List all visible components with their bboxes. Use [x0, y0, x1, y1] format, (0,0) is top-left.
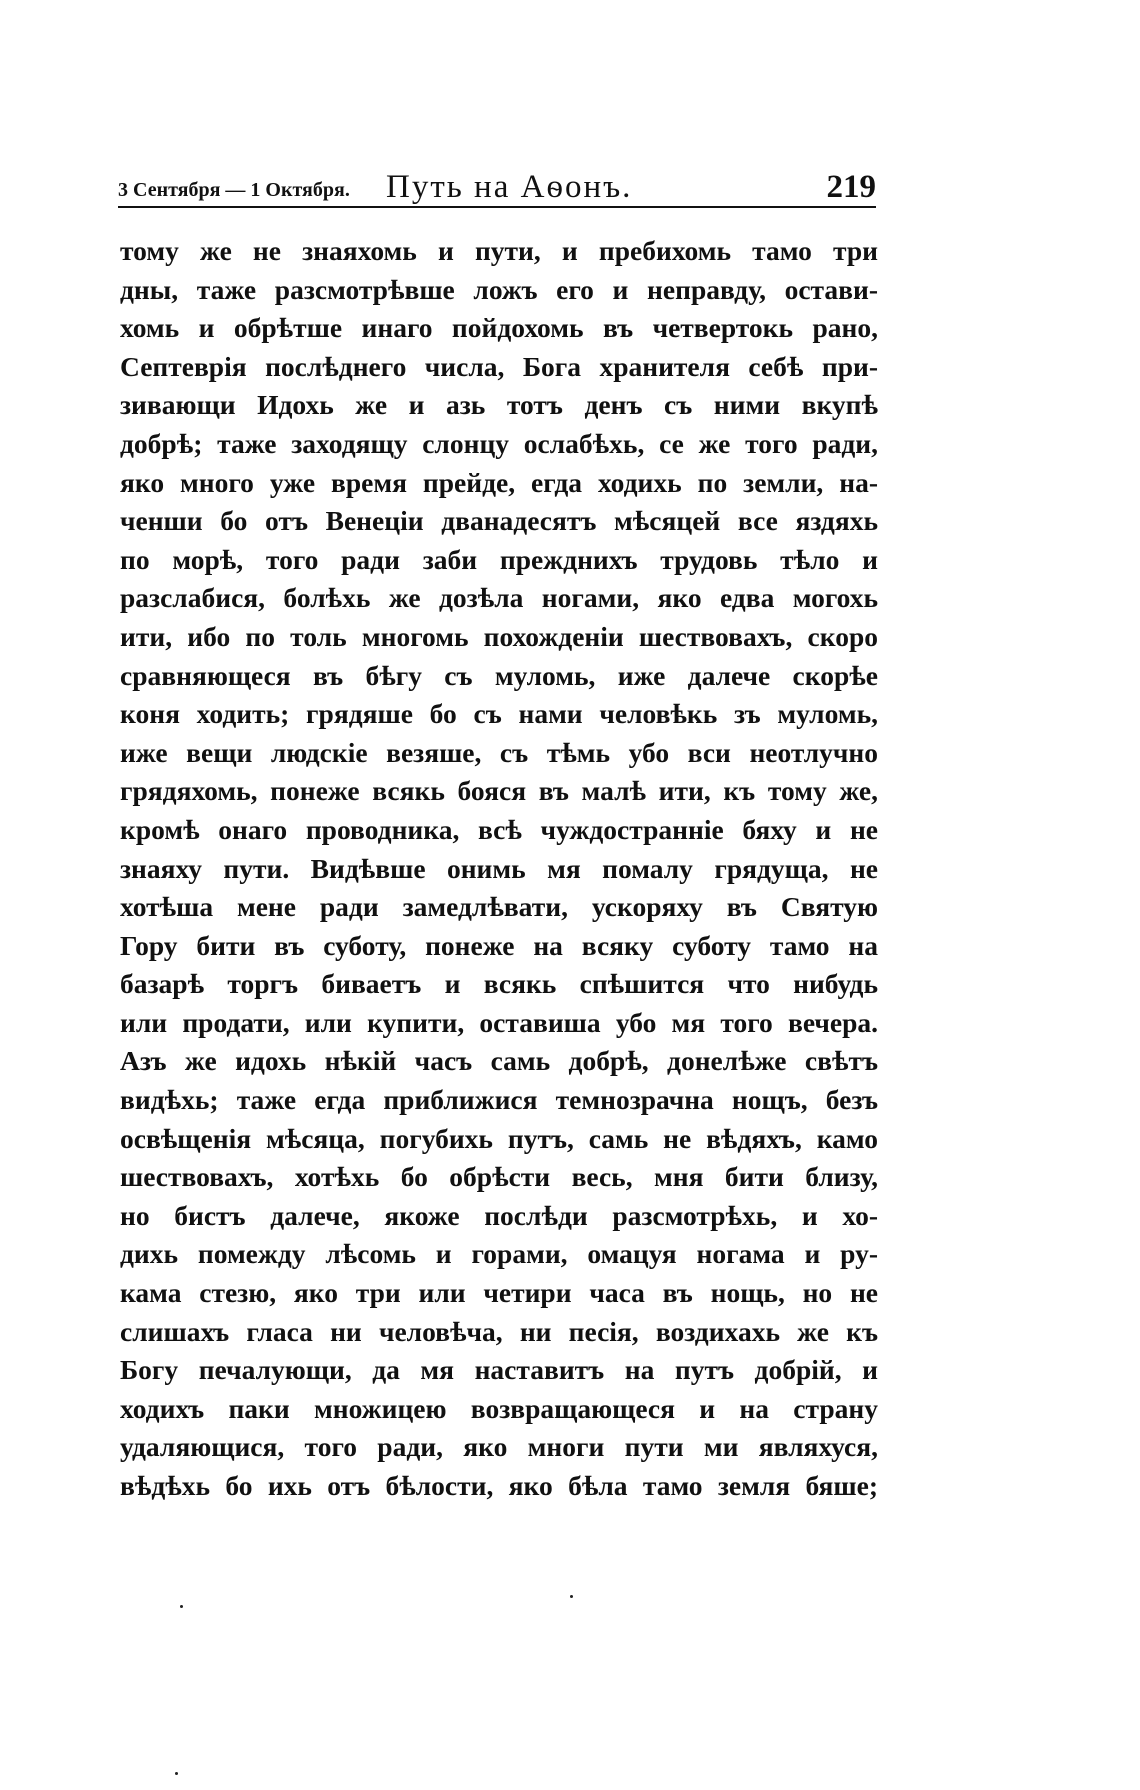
scan-speck: [570, 1595, 573, 1598]
text-line: яко много уже время прейде, егда ходихь по земли, на-: [120, 466, 878, 498]
body-text: [120, 232, 878, 1506]
text-line: слишахъ гласа ни человѣча, ни песія, воздихахь же къ: [120, 1315, 878, 1347]
header-dates: 3 Сентября — 1 Октября.: [118, 179, 350, 201]
text-line: Гору бити въ суботу, понеже на всяку суботу тамо на: [120, 929, 878, 961]
text-line: зивающи Идохь же и азь тотъ денъ съ ними вкупѣ: [120, 389, 878, 421]
text-line: освѣщенія мѣсяца, погубихь путъ, самь не вѣдяхъ, камо: [120, 1122, 878, 1154]
text-line: разслабися, болѣхь же дозѣла ногами, яко едва могохь: [120, 582, 878, 614]
text-line: вѣдѣхь бо ихь отъ бѣлости, яко бѣла тамо земля бяше;: [120, 1470, 878, 1501]
text-line: ити, ибо по толь многомь похожденіи шествовахъ, скоро: [120, 620, 878, 652]
text-line: базарѣ торгъ биваетъ и всякь спѣшится что нибудь: [120, 968, 878, 1000]
text-line: коня ходить; грядяше бо съ нами человѣкь зъ муломь,: [120, 698, 878, 730]
text-line: иже вещи людскіе везяше, съ тѣмь убо вси неотлучно: [120, 736, 878, 768]
text-line: хомь и обрѣтше инаго пойдохомь въ четвертокь рано,: [120, 312, 878, 344]
text-line: ченши бо отъ Венеціи дванадесятъ мѣсяцей все яздяхь: [120, 505, 878, 537]
running-head: [118, 158, 876, 208]
text-line: видѣхь; таже егда приближися темнозрачна нощъ, безъ: [120, 1084, 878, 1116]
text-line: кама стезю, яко три или четири часа въ нощь, но не: [120, 1277, 878, 1309]
text-line: но бистъ далече, якоже послѣди разсмотрѣхь, и хо-: [120, 1199, 878, 1231]
header-rule: [118, 206, 876, 208]
header-title: Путь на Аѳонъ.: [386, 169, 633, 205]
text-line: грядяхомь, понеже всякь бояся въ малѣ ити, къ тому же,: [120, 775, 878, 807]
text-line: шествовахъ, хотѣхь бо обрѣсти весь, мня бити близу,: [120, 1161, 878, 1193]
text-line: или продати, или купити, оставиша убо мя того вечера.: [120, 1006, 878, 1038]
text-line: Азъ же идохь нѣкій часъ самь добрѣ, донелѣже свѣтъ: [120, 1045, 878, 1077]
text-line: Септеврія послѣднего числа, Бога хранителя себѣ при-: [120, 350, 878, 382]
text-line: ходихъ паки множицею возвращающеся и на страну: [120, 1392, 878, 1424]
text-line: добрѣ; таже заходящу слонцу ослабѣхь, се же того ради,: [120, 427, 878, 459]
text-line: кромѣ онаго проводника, всѣ чуждостранніе бяху и не: [120, 813, 878, 845]
scan-speck: [175, 1772, 178, 1775]
text-line: удаляющися, того ради, яко многи пути ми являхуся,: [120, 1431, 878, 1463]
scan-speck: [180, 1605, 183, 1608]
page-number: 219: [826, 169, 876, 205]
text-line: Богу печалующи, да мя наставитъ на путъ добрій, и: [120, 1354, 878, 1386]
text-line: знаяху пути. Видѣвше онимь мя помалу грядуща, не: [120, 852, 878, 884]
text-line: дны, таже разсмотрѣвше ложъ его и неправду, остави-: [120, 273, 878, 305]
text-line: хотѣша мене ради замедлѣвати, ускоряху въ Святую: [120, 891, 878, 923]
text-line: тому же не знаяхомь и пути, и пребихомь тамо три: [120, 235, 878, 266]
text-line: сравняющеся въ бѣгу съ муломь, иже далече скорѣе: [120, 659, 878, 691]
text-line: дихь помежду лѣсомь и горами, омацуя ногама и ру-: [120, 1238, 878, 1270]
text-line: по морѣ, того ради заби прежднихъ трудовь тѣло и: [120, 543, 878, 575]
